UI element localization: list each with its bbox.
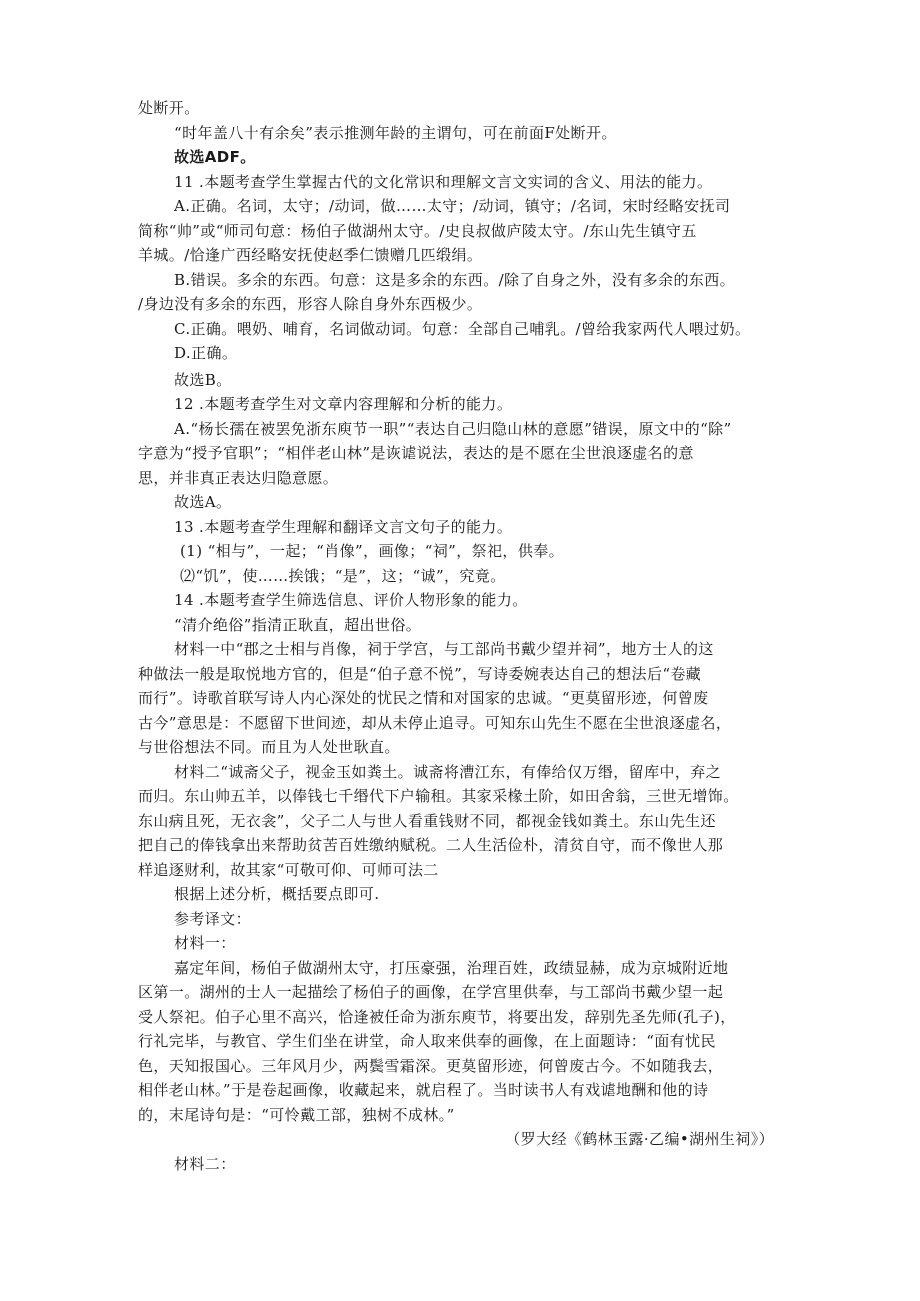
text-line: 与世俗想法不同。而且为人处世耿直。 [138, 738, 400, 756]
text-line: “时年盖八十有余矣”表示推测年龄的主谓句，可在前面F处断开。 [174, 123, 617, 142]
answer-line: 故选B。 [174, 370, 232, 389]
text-line: 思，并非真正表达归隐意愿。 [138, 468, 339, 487]
question-heading-13: 13 .本题考查学生理解和翻译文言文句子的能力。 [174, 517, 513, 536]
document-page [138, 96, 798, 1176]
text-line: 简称“帅”或“师司句意：杨伯子做湖州太守。/史良叔做庐陵太守。/东山先生镇守五 [138, 221, 697, 240]
sub-answer-1: (1) “相与”，一起；“肖像”，画像；“祠”，祭祀，供奉。 [180, 542, 565, 560]
text-line: 材料一中“郡之士相与肖像，祠于学宫，与工部尚书戴少望并祠”，地方士人的这 [174, 640, 714, 658]
text-line: 而行”。诗歌首联写诗人内心深处的忧民之情和对国家的忠诚。“更莫留形迹，何曾废 [138, 689, 709, 707]
text-line: 字意为“授予官职”；“相伴老山林”是诙谑说法，表达的是不愿在尘世浪逐虚名的意 [138, 444, 694, 462]
text-line: 行礼完毕，与教官、学生们坐在讲堂，命人取来供奉的画像，在上面题诗：“面有忧民 [138, 1032, 716, 1050]
text-line: 色，天知报国心。三年风月少，两鬓雪霜深。更莫留形迹，何曾废古今。不如随我去， [138, 1056, 724, 1075]
text-line: 把自己的俸钱拿出来帮助贫苦百姓缴纳赋税。二人生活俭朴，清贫自守，而不像世人那 [138, 836, 724, 854]
answer-line: 故选ADF。 [174, 148, 256, 166]
text-line: 样追逐财利，故其家“可敬可仰、可师可法二 [138, 860, 439, 879]
option-b-line: B.错误。多余的东西。句意：这是多余的东西。/除了自身之外，没有多余的东西。 [174, 270, 736, 289]
text-line: /身边没有多余的东西，形容人除自身外东西极少。 [138, 295, 483, 313]
material-one-heading: 材料一： [174, 934, 236, 952]
text-line: 区第一。湖州的士人一起描绘了杨伯子的画像，在学宫里供奉，与工部尚书戴少望一起 [138, 983, 724, 1001]
source-citation: （罗大经《鹤林玉露·乙编•湖州生祠》） [505, 1130, 774, 1148]
text-line: 而归。东山帅五羊，以俸钱七千缗代下户输租。其家采椽土阶，如田舍翁，三世无增饰。 [138, 787, 739, 805]
text-line: 种做法一般是取悦地方官的，但是“伯子意不悦”，写诗委婉表达自己的想法后“卷藏 [138, 664, 702, 683]
text-line: 羊城。/恰逢广西经略安抚使赵季仁馈赠几匹缎绢。 [138, 246, 483, 264]
text-line: 处断开。 [138, 99, 200, 117]
sub-answer-2: ⑵“饥”，使……挨饿；“是”，这；“诚”，究竟。 [180, 566, 506, 585]
translation-heading: 参考译文： [174, 909, 252, 928]
question-heading-12: 12 .本题考查学生对文章内容理解和分析的能力。 [174, 395, 513, 413]
text-line: 根据上述分析，概括要点即可. [174, 885, 380, 903]
answer-line: 故选A。 [174, 493, 232, 511]
option-a-line: A.正确。名词，太守；/动词，做……太守；/动词，镇守；/名词，宋时经略安抚司 [174, 197, 731, 215]
text-line: 嘉定年间，杨伯子做湖州太守，打压豪强，治理百姓，政绩显赫，成为京城附近地 [174, 958, 729, 977]
option-d-line: D.正确。 [174, 344, 238, 362]
option-a-line: A.“杨长孺在被罢免浙东庾节一职”“表达自己归隐山林的意愿”错误，原文中的“除” [174, 419, 732, 438]
text-line: 材料二“诚斋父子，视金玉如粪土。诚斋将漕江东，有俸给仅万缗，留库中，弃之 [174, 762, 722, 781]
text-line: 相伴老山林。”于是卷起画像，收藏起来，就启程了。当时读书人有戏谑地酬和他的诗 [138, 1081, 709, 1099]
material-two-heading: 材料二： [174, 1154, 236, 1173]
option-c-line: C.正确。喂奶、哺育，名词做动词。句意：全部自己哺乳。/曾给我家两代人喂过奶。 [174, 319, 751, 338]
text-line: 的，末尾诗句是：“可怜戴工部，独树不成林。” [138, 1105, 455, 1124]
text-line: 东山病且死，无衣衾”，父子二人与世人看重钱财不同，都视金钱如粪土。东山先生还 [138, 811, 716, 830]
text-line: “清介绝俗”指清正耿直，超出世俗。 [174, 615, 422, 634]
question-heading-14: 14 .本题考查学生筛选信息、评价人物形象的能力。 [174, 591, 528, 609]
text-line: 古今”意思是：不愿留下世间迹，却从未停止追寻。可知东山先生不愿在尘世浪逐虚名， [138, 713, 732, 732]
text-line: 受人祭祀。伯子心里不高兴，恰逢被任命为浙东庾节，将要出发，辞别先圣先师(孔子)， [138, 1007, 736, 1026]
question-heading-11: 11 .本题考查学生掌握古代的文化常识和理解文言文实词的含义、用法的能力。 [174, 172, 713, 191]
